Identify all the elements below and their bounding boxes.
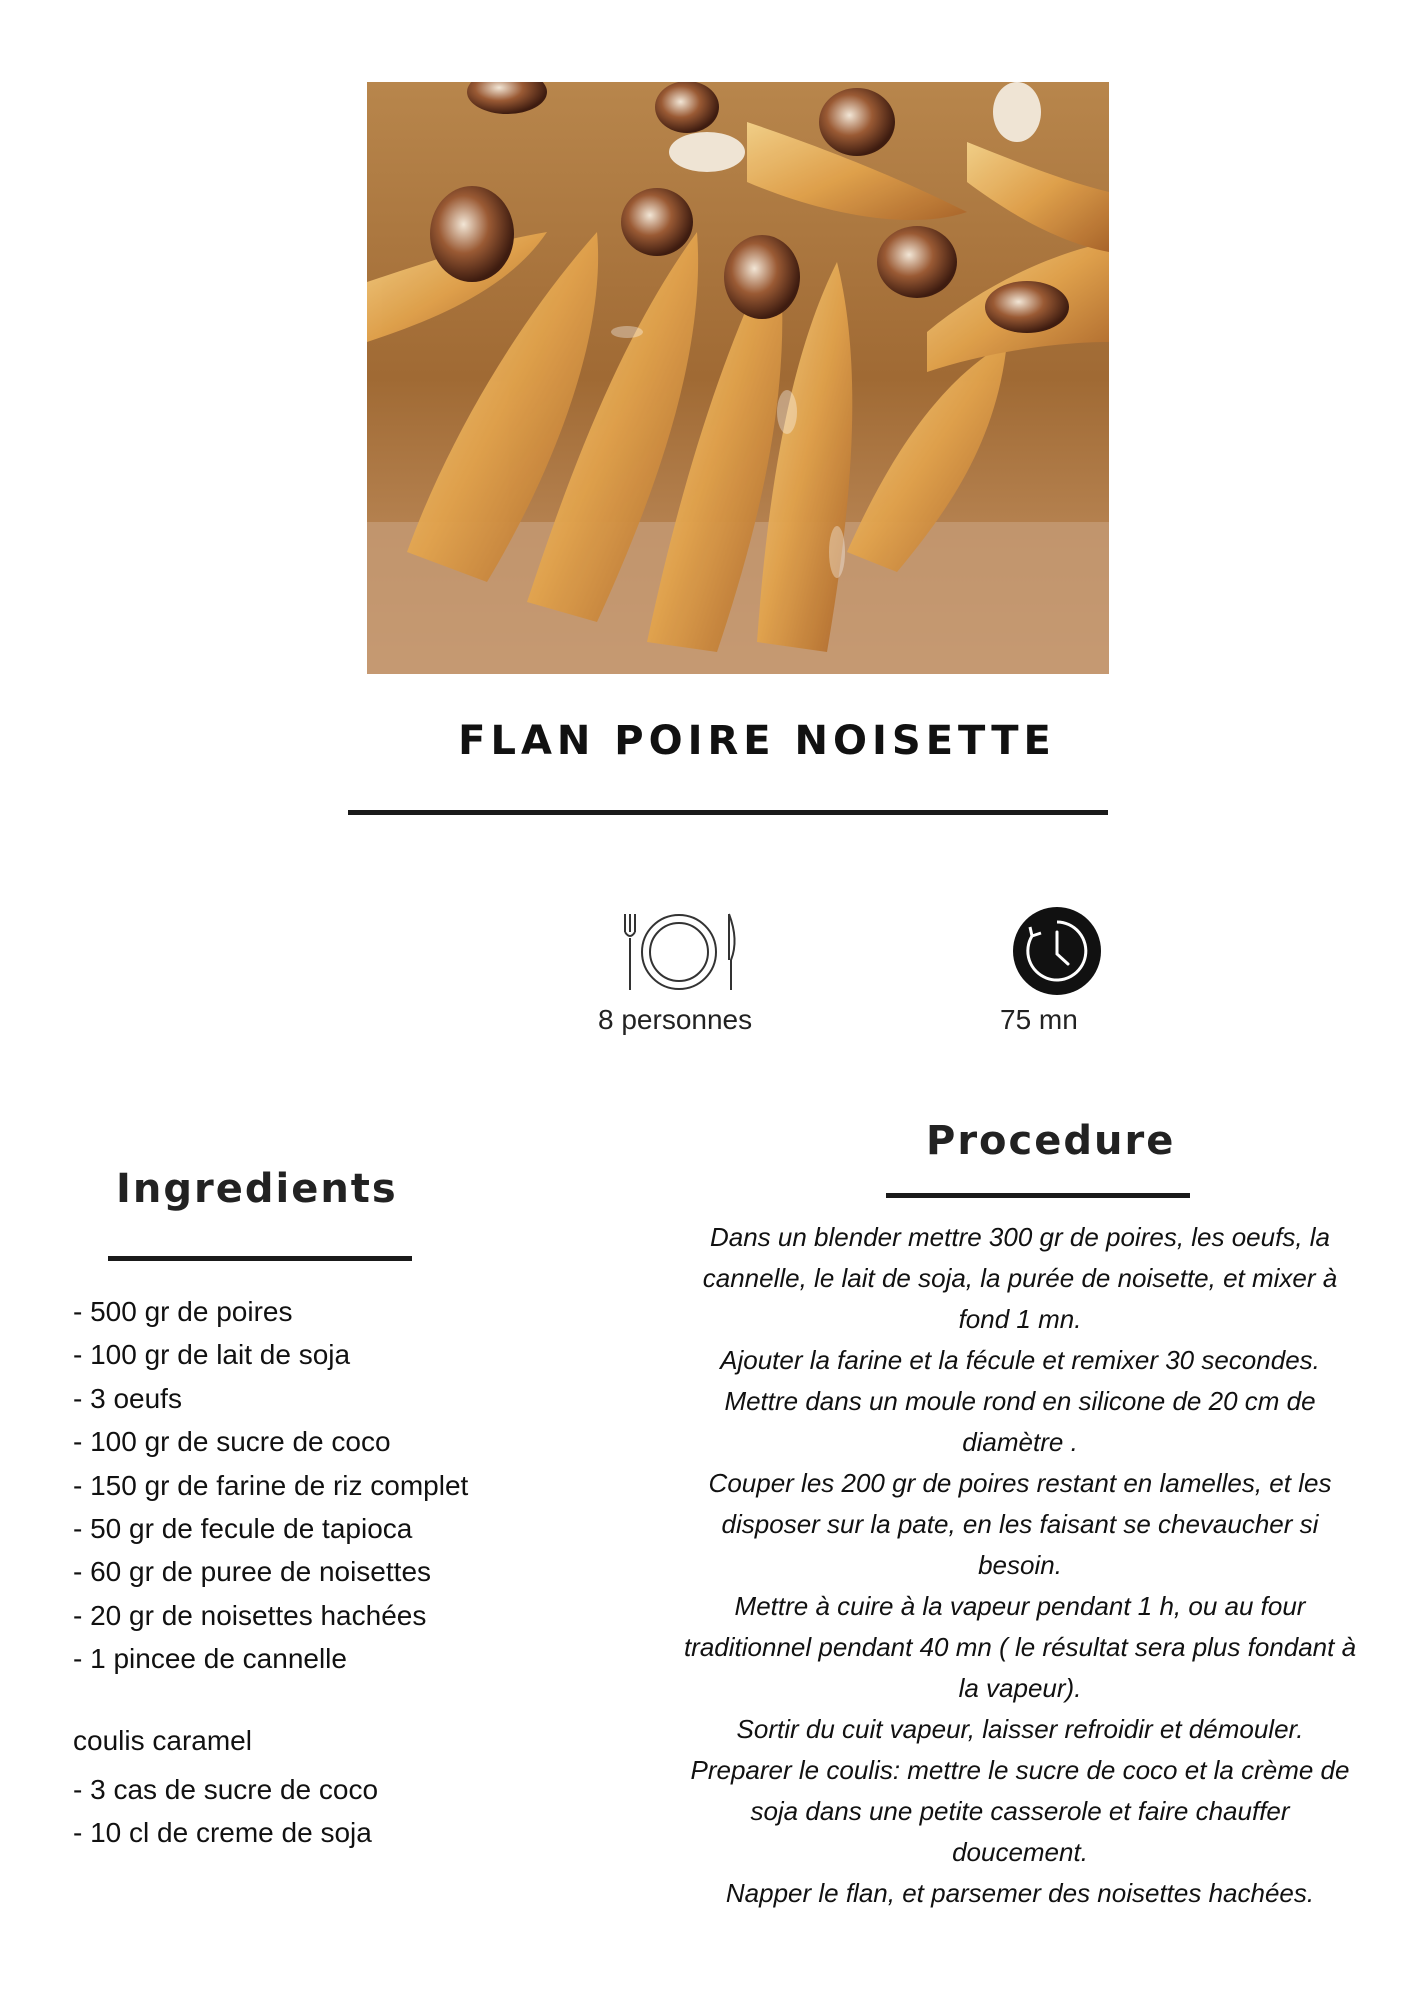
procedure-step: Couper les 200 gr de poires restant en lamelles, et les disposer sur la pate, en les faisant se chevaucher si besoin. <box>708 1468 1332 1580</box>
procedure-step: Mettre à cuire à la vapeur pendant 1 h, ou au four traditionnel pendant 40 mn ( le résultat sera plus fondant à la vapeur). <box>683 1591 1357 1703</box>
procedure-step: Sortir du cuit vapeur, laisser refroidir et démouler. <box>736 1714 1304 1744</box>
procedure-step: Mettre dans un moule rond en silicone de 20 cm de diamètre . <box>724 1386 1316 1457</box>
servings-label: 8 personnes <box>598 1004 753 1035</box>
list-item: - 60 gr de puree de noisettes <box>73 1556 432 1588</box>
list-item: - 150 gr de farine de riz complet <box>73 1469 469 1501</box>
list-item: - 1 pincee de cannelle <box>73 1643 347 1675</box>
recipe-title: FLAN POIRE NOISETTE <box>458 718 1056 764</box>
ingredients-list <box>73 1290 573 1681</box>
procedure-divider <box>886 1193 1190 1198</box>
title-divider <box>348 810 1108 815</box>
list-item: - 3 oeufs <box>73 1382 182 1414</box>
list-item: - 100 gr de sucre de coco <box>73 1426 391 1458</box>
procedure-text <box>680 1217 1360 1914</box>
procedure-heading: Procedure <box>926 1118 1176 1164</box>
coulis-list <box>73 1768 573 1855</box>
recipe-photo <box>367 82 1109 674</box>
procedure-step: Dans un blender mettre 300 gr de poires, les oeufs, la cannelle, le lait de soja, la purée de noisette, et mixer à fond 1 mn. <box>702 1222 1338 1334</box>
procedure-step: Ajouter la farine et la fécule et remixer 30 secondes. <box>720 1345 1320 1375</box>
ingredients-heading: Ingredients <box>116 1166 398 1212</box>
procedure-step: Preparer le coulis: mettre le sucre de coco et la crème de soja dans une petite casserole et faire chauffer doucement. <box>690 1755 1350 1867</box>
list-item: - 20 gr de noisettes hachées <box>73 1599 427 1631</box>
ingredients-divider <box>108 1256 412 1261</box>
coulis-heading: coulis caramel <box>73 1725 252 1756</box>
procedure-step: Napper le flan, et parsemer des noisettes hachées. <box>725 1878 1315 1908</box>
plate-cutlery-icon <box>617 910 741 994</box>
list-item: - 100 gr de lait de soja <box>73 1339 351 1371</box>
list-item: - 50 gr de fecule de tapioca <box>73 1512 413 1544</box>
list-item: - 500 gr de poires <box>73 1296 293 1327</box>
list-item: - 10 cl de creme de soja <box>73 1817 372 1849</box>
clock-icon <box>1012 906 1102 996</box>
list-item: - 3 cas de sucre de coco <box>73 1774 379 1805</box>
time-label: 75 mn <box>1000 1004 1078 1035</box>
